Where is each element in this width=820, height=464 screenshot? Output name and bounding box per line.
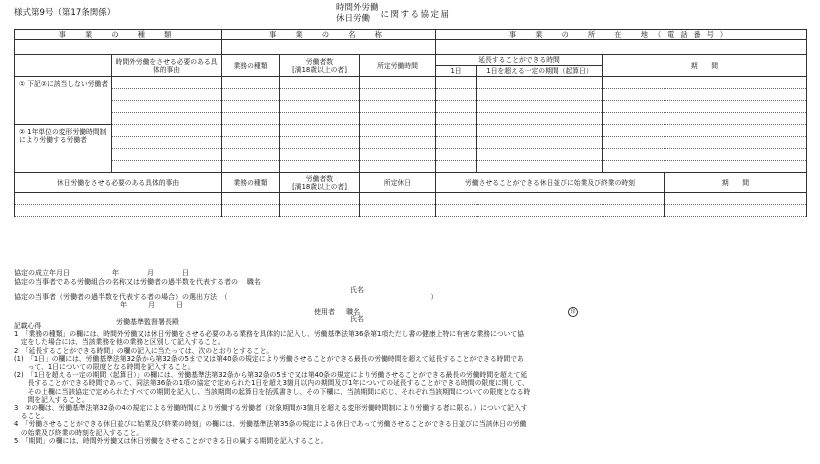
note-line: 4 「労働させることができる休日並びに始業及び終業の時刻」の欄には、労働基準法第35条の規定による休日であって労働させることができる日並びに当該休日の労働	[14, 420, 527, 429]
overtime-cell[interactable]	[436, 125, 477, 137]
holiday-cell[interactable]	[436, 205, 665, 217]
overtime-cell[interactable]	[603, 113, 807, 125]
overtime-cell[interactable]	[360, 161, 436, 173]
overtime-cell[interactable]	[477, 161, 603, 173]
title-holiday: 休日労働	[336, 14, 371, 24]
submission-date: 年 月 日	[120, 301, 183, 309]
overtime-cell[interactable]	[360, 137, 436, 149]
overtime-cell[interactable]	[280, 101, 360, 113]
overtime-cell[interactable]	[477, 149, 603, 161]
employer-name-label: 氏名	[350, 315, 364, 323]
period-header: 期 間	[603, 55, 807, 77]
one-day-header: 1日	[436, 66, 477, 77]
overtime-cell[interactable]	[360, 149, 436, 161]
holiday-cell[interactable]	[222, 193, 280, 205]
overtime-cell[interactable]	[360, 125, 436, 137]
workers-text: 労働者数	[305, 57, 334, 66]
overtime-cell[interactable]	[477, 89, 603, 101]
overtime-cell[interactable]	[112, 89, 222, 101]
overtime-cell[interactable]	[112, 149, 222, 161]
note-line: って、1日についての限度となる時間を記入すること。	[14, 363, 195, 372]
overtime-cell[interactable]	[280, 77, 360, 89]
workers-sub: [満18歳以上の者]	[292, 65, 347, 74]
note-line: 5 「期間」の欄には、時間外労働又は休日労働をさせることができる日の属する期間を記入すること。	[14, 436, 328, 445]
overtime-cell[interactable]	[280, 149, 360, 161]
overtime-cell[interactable]	[280, 137, 360, 149]
holiday-work-type-header: 業務の種類	[222, 173, 280, 193]
holiday-cell[interactable]	[15, 193, 222, 205]
overtime-cell[interactable]	[222, 89, 280, 101]
holiday-cell[interactable]	[665, 193, 807, 205]
overtime-cell[interactable]	[222, 125, 280, 137]
agreement-date: 協定の成立年月日 年 月 日	[14, 269, 189, 277]
instructions	[14, 322, 806, 445]
location-label: 事 業 の 所 在 地（電話番号）	[436, 30, 807, 40]
name-label: 事 業 の 名 称	[222, 30, 436, 40]
holiday-workers-text: 労働者数	[305, 174, 334, 183]
holiday-cell[interactable]	[436, 193, 665, 205]
holiday-cell[interactable]	[665, 205, 807, 217]
note-line: 間を記入すること。	[14, 395, 89, 404]
title-overtime: 時間外労働	[336, 3, 379, 13]
note-line: 2 「延長することができる時間」の欄の記入に当たっては、次のとおりとすること。	[14, 346, 274, 355]
extendable-header: 延長することができる時間	[436, 55, 603, 66]
seal-mark	[568, 307, 578, 317]
overtime-cell[interactable]	[112, 101, 222, 113]
overtime-cell[interactable]	[436, 113, 477, 125]
note-line: 1 「業務の種類」の欄には、時間外労働又は休日労働をさせる必要のある業務を具体的に記入し、労働基準法第36条第1項ただし書の健康上特に有害な業務について協	[14, 330, 524, 339]
union-title-label: 職名	[246, 278, 261, 286]
holiday-workers-sub: [満18歳以上の者]	[292, 182, 347, 191]
kind-label: 事 業 の 種 類	[15, 30, 222, 40]
overtime-cell[interactable]	[222, 137, 280, 149]
overtime-cell[interactable]	[280, 89, 360, 101]
name-input[interactable]	[222, 40, 436, 55]
overtime-cell[interactable]	[436, 77, 477, 89]
overtime-cell[interactable]	[603, 161, 807, 173]
overtime-cell[interactable]	[603, 101, 807, 113]
beyond-day-header: 1日を超える一定の期間（起算日）	[477, 66, 603, 77]
work-type-header: 業務の種類	[222, 55, 280, 77]
overtime-cell[interactable]	[222, 149, 280, 161]
overtime-cell[interactable]	[603, 77, 807, 89]
form-number: 様式第9号（第17条関係）	[14, 8, 116, 18]
holiday-workers-header	[280, 173, 360, 193]
overtime-cell[interactable]	[222, 113, 280, 125]
overtime-cell[interactable]	[477, 113, 603, 125]
location-input[interactable]	[436, 40, 807, 55]
employer-label: 使用者	[314, 308, 335, 316]
title-suffix: に関する協定届	[380, 10, 451, 20]
selection-method: 協定の当事者（労働者の過半数を代表する者の場合）の選出方法 （ ）	[14, 293, 438, 301]
holiday-cell[interactable]	[280, 205, 360, 217]
agreement-table	[14, 29, 807, 217]
overtime-cell[interactable]	[222, 101, 280, 113]
overtime-cell[interactable]	[477, 125, 603, 137]
union-text: 協定の当事者である労働組合の名称又は労働者の過半数を代表する者の	[14, 278, 238, 286]
overtime-cell[interactable]	[112, 77, 222, 89]
kind-input[interactable]	[15, 40, 222, 55]
employer-title-label: 職名	[346, 308, 361, 316]
holiday-cell[interactable]	[15, 205, 222, 217]
overtime-cell[interactable]	[280, 161, 360, 173]
holiday-reason-header: 休日労働をさせる必要のある具体的事由	[15, 173, 222, 193]
holiday-cell[interactable]	[222, 205, 280, 217]
overtime-cell[interactable]	[360, 77, 436, 89]
notes-heading: 記載心得	[14, 322, 42, 330]
overtime-cell[interactable]	[603, 149, 807, 161]
overtime-cell[interactable]	[222, 77, 280, 89]
note-line: 長することができる時間であって、同法第36条の1項の協定で定められた1日を超え3箇月以内の期間及び1年についての延長することができる時間の限度に関して、	[14, 379, 529, 388]
overtime-reason-header: 時間外労働をさせる必要のある具体的事由	[112, 55, 222, 77]
overtime-cell[interactable]	[360, 101, 436, 113]
overtime-cell[interactable]	[112, 125, 222, 137]
overtime-cell[interactable]	[360, 113, 436, 125]
section1-label: ① 下記②に該当しない労働者	[15, 77, 112, 125]
overtime-cell[interactable]	[477, 77, 603, 89]
holidays-header: 所定休日	[360, 173, 436, 193]
note-line: ること。	[14, 412, 48, 421]
workers-header	[280, 55, 360, 77]
form-title	[336, 3, 451, 25]
note-line: の始業及び終業の時刻を記入すること。	[14, 428, 144, 437]
labor-office: 労働基準監督署長殿	[116, 318, 179, 326]
overtime-cell[interactable]	[477, 101, 603, 113]
overtime-cell[interactable]	[112, 137, 222, 149]
overtime-cell[interactable]	[603, 137, 807, 149]
overtime-cell[interactable]	[436, 89, 477, 101]
overtime-cell[interactable]	[112, 113, 222, 125]
overtime-cell[interactable]	[603, 89, 807, 101]
note-line: (1) 「1日」の欄には、労働基準法第32条から第32条の5まで又は第40条の規定により労働させることができる最長の労働時間を超えて延長することができる時間であ	[14, 354, 524, 363]
overtime-cell[interactable]	[436, 101, 477, 113]
union-line	[14, 278, 261, 287]
overtime-cell[interactable]	[436, 137, 477, 149]
note-line: 3 ②の欄は、労働基準法第32条の4の規定による労働時間により労働する労働者（対象期間が3箇月を超える変形労働時間制により労働する者に限る。）について記入す	[14, 404, 528, 413]
holiday-cell[interactable]	[360, 205, 436, 217]
blank-cell	[15, 55, 112, 77]
overtime-cell[interactable]	[603, 125, 807, 137]
note-line: その上欄に当該協定で定められたすべての期間を記入し、当該期間の起算日を括弧書きし、その下欄に、当該期間に応じ、それぞれ当該期間についての限度となる時	[14, 387, 531, 396]
seal-icon: 印	[568, 307, 578, 317]
overtime-cell[interactable]	[436, 161, 477, 173]
overtime-cell[interactable]	[436, 149, 477, 161]
overtime-cell[interactable]	[280, 125, 360, 137]
overtime-cell[interactable]	[360, 89, 436, 101]
holiday-cell[interactable]	[280, 193, 360, 205]
regular-hours-header: 所定労働時間	[360, 55, 436, 77]
overtime-cell[interactable]	[477, 137, 603, 149]
overtime-cell[interactable]	[112, 161, 222, 173]
holiday-cell[interactable]	[360, 193, 436, 205]
note-line: 定をした場合には、当該業務を他の業務と区別して記入すること。	[14, 338, 225, 347]
note-line: (2) 「1日を超える一定の期間（起算日）」の欄には、労働基準法第32条から第32条の5まで又は第40条の規定により労働させることができる最長の労働時間を超えて延	[14, 371, 528, 380]
workable-holiday-header: 労働させることができる休日並びに始業及び終業の時刻	[436, 173, 665, 193]
holiday-period-header: 期 間	[665, 173, 807, 193]
overtime-cell[interactable]	[222, 161, 280, 173]
union-name-label: 氏名	[350, 286, 364, 294]
section2-label: ② 1年単位の変形労働時間制により労働する労働者	[15, 125, 112, 173]
overtime-cell[interactable]	[280, 113, 360, 125]
